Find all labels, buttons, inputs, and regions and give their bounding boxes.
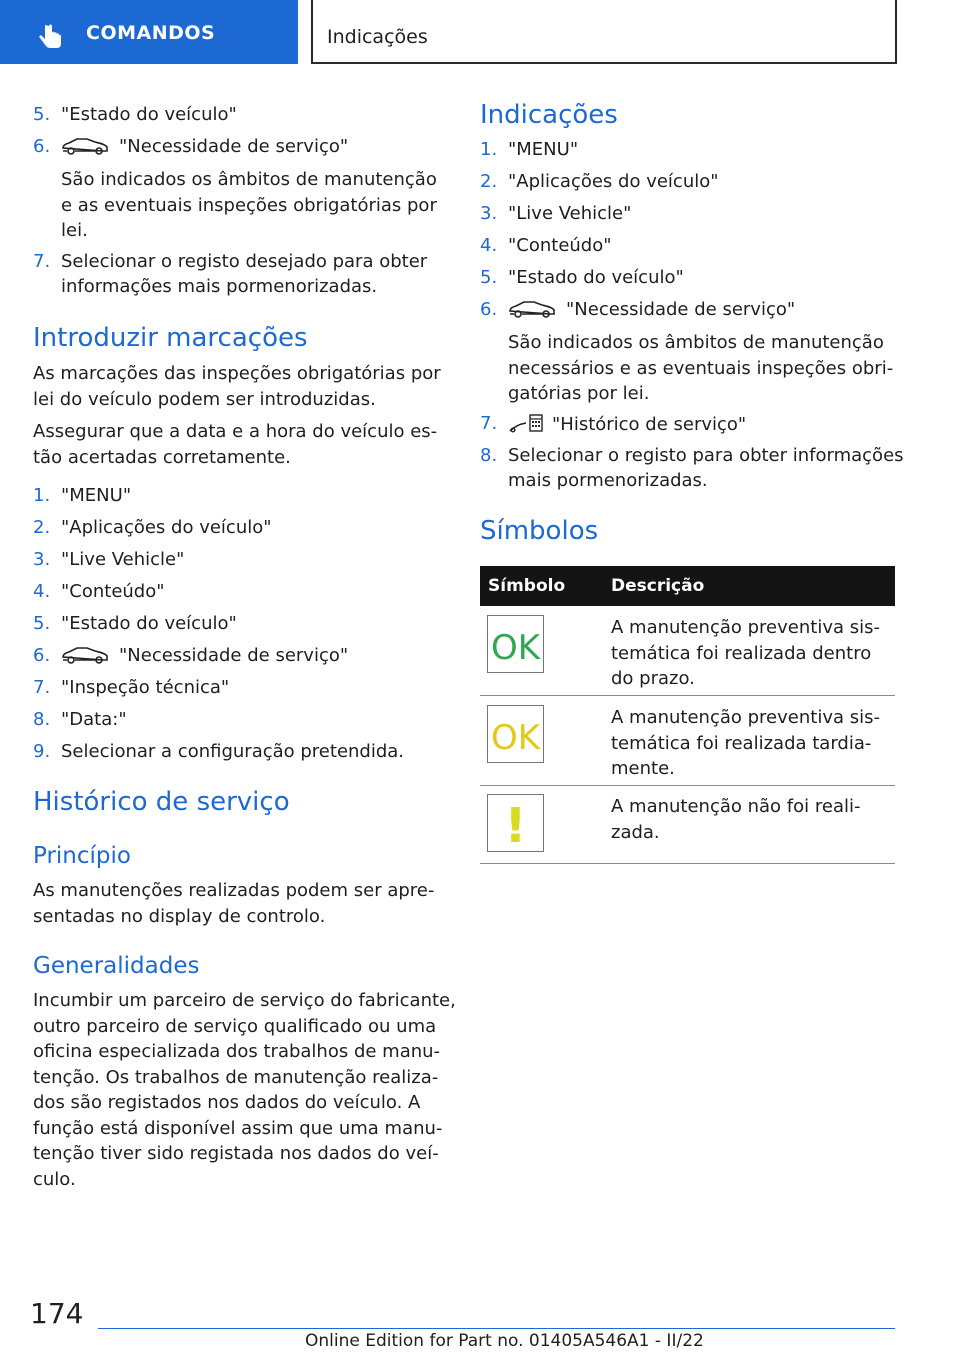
paragraph-line: culo. xyxy=(33,1168,76,1190)
list-text: "Estado do veículo" xyxy=(508,267,684,288)
list-text: mais pormenorizadas. xyxy=(508,470,708,491)
note-line: gatórias por lei. xyxy=(508,383,650,404)
list-text: "Aplicações do veículo" xyxy=(508,171,719,192)
heading-historico: Histórico de serviço xyxy=(33,787,290,817)
column-header-description: Descrição xyxy=(611,576,705,596)
list-text: "Necessidade de serviço" xyxy=(119,136,349,157)
list-number: 7. xyxy=(33,251,51,272)
paragraph-line: lei do veículo podem ser introduzidas. xyxy=(33,388,376,410)
list-number: 3. xyxy=(480,203,498,224)
list-text: "Live Vehicle" xyxy=(61,549,185,570)
description-line: temática foi realizada dentro xyxy=(611,642,872,664)
description-line: A manutenção preventiva sis- xyxy=(611,707,880,728)
list-number: 7. xyxy=(33,677,51,698)
paragraph-line: outro parceiro de serviço qualificado ou uma xyxy=(33,1015,437,1037)
note-line: e as eventuais inspeções obrigatórias por xyxy=(61,194,437,216)
list-number: 7. xyxy=(480,413,498,434)
list-text: "Estado do veículo" xyxy=(61,104,237,125)
symbol-description xyxy=(611,794,860,845)
list-number: 2. xyxy=(480,171,498,192)
heading-generalidades: Generalidades xyxy=(33,953,200,979)
hand-pointer-icon xyxy=(36,22,66,52)
paragraph xyxy=(33,878,434,929)
description-line: A manutenção não foi reali- xyxy=(611,796,861,817)
note-line: São indicados os âmbitos de manutenção xyxy=(508,332,884,353)
paragraph-line: dos são registados nos dados do veículo. A xyxy=(33,1092,421,1113)
list-number: 8. xyxy=(33,709,51,730)
paragraph-line: As manutenções realizadas podem ser apre- xyxy=(33,880,435,901)
table-row xyxy=(480,786,895,864)
list-text: "Necessidade de serviço" xyxy=(566,299,796,320)
heading-indicacoes: Indicações xyxy=(480,100,618,130)
paragraph-line: oficina especializada dos trabalhos de manu- xyxy=(33,1041,441,1062)
list-number: 5. xyxy=(33,104,51,125)
paragraph-line: sentadas no display de controlo. xyxy=(33,905,326,927)
symbol-text: OK xyxy=(490,628,541,668)
paragraph-line: função está disponível assim que uma manu- xyxy=(33,1117,443,1139)
heading-simbolos: Símbolos xyxy=(480,516,599,546)
list-number: 9. xyxy=(33,741,51,762)
paragraph-line: Assegurar que a data e a hora do veículo es- xyxy=(33,421,438,442)
column-header-symbol: Símbolo xyxy=(488,576,566,596)
symbol-description xyxy=(611,705,880,782)
list-text: "Conteúdo" xyxy=(508,235,612,256)
list-number: 8. xyxy=(480,445,498,466)
paragraph-line: tão acertadas corretamente. xyxy=(33,446,291,468)
car-service-icon xyxy=(61,646,109,664)
description-line: temática foi realizada tardia- xyxy=(611,732,872,754)
heading-principio: Princípio xyxy=(33,843,131,869)
list-note xyxy=(508,330,893,407)
chapter-label: Indicações xyxy=(327,26,428,48)
list-text: informações mais pormenorizadas. xyxy=(61,276,378,297)
list-number: 5. xyxy=(480,267,498,288)
list-text: "Necessidade de serviço" xyxy=(119,645,349,666)
paragraph-line: As marcações das inspeções obrigatórias por xyxy=(33,363,441,384)
footer-divider xyxy=(98,1328,895,1329)
table-row xyxy=(480,606,895,696)
ok-yellow-icon xyxy=(487,705,544,763)
description-line: A manutenção preventiva sis- xyxy=(611,617,880,638)
paragraph-line: tenção tiver sido registada nos dados do veí- xyxy=(33,1143,439,1164)
list-number: 6. xyxy=(33,645,51,666)
section-label: COMANDOS xyxy=(86,22,216,44)
description-line: zada. xyxy=(611,821,660,843)
car-service-icon xyxy=(508,300,556,318)
list-text: "Data:" xyxy=(61,709,127,730)
note-line: necessários e as eventuais inspeções obri- xyxy=(508,357,894,379)
list-text: "MENU" xyxy=(61,485,132,506)
footer-edition: Online Edition for Part no. 01405A546A1 - II/22 xyxy=(305,1331,704,1351)
description-line: do prazo. xyxy=(611,668,695,689)
list-number: 5. xyxy=(33,613,51,634)
heading-introduzir: Introduzir marcações xyxy=(33,323,308,353)
table-row xyxy=(480,696,895,786)
chapter-header xyxy=(311,0,897,64)
list-number: 6. xyxy=(480,299,498,320)
list-number: 4. xyxy=(33,581,51,602)
service-history-icon xyxy=(508,411,544,435)
symbol-text: ! xyxy=(504,798,527,851)
list-text: "Estado do veículo" xyxy=(61,613,237,634)
list-number: 6. xyxy=(33,136,51,157)
table-header xyxy=(480,566,895,606)
section-tab[interactable] xyxy=(0,0,298,64)
list-number: 1. xyxy=(33,485,51,506)
list-text: "Aplicações do veículo" xyxy=(61,517,272,538)
description-line: mente. xyxy=(611,758,675,779)
ok-green-icon xyxy=(487,615,544,673)
symbol-text: OK xyxy=(490,718,541,758)
paragraph xyxy=(33,988,456,1192)
paragraph-line: tenção. Os trabalhos de manutenção realiza- xyxy=(33,1066,439,1088)
paragraph-line: Incumbir um parceiro de serviço do fabricante, xyxy=(33,990,456,1011)
list-text: Selecionar o registo desejado para obter xyxy=(61,251,428,272)
paragraph xyxy=(33,361,441,412)
list-text: Selecionar a configuração pretendida. xyxy=(61,741,405,762)
page-number: 174 xyxy=(30,1297,84,1330)
list-text: Selecionar o registo para obter informações xyxy=(508,445,904,466)
list-text: "Histórico de serviço" xyxy=(552,414,747,435)
list-number: 2. xyxy=(33,517,51,538)
list-text: "Conteúdo" xyxy=(61,581,165,602)
note-line: São indicados os âmbitos de manutenção xyxy=(61,169,437,190)
list-number: 4. xyxy=(480,235,498,256)
exclamation-icon xyxy=(487,794,544,852)
list-text: "Inspeção técnica" xyxy=(61,677,230,698)
list-note xyxy=(61,167,437,244)
list-number: 3. xyxy=(33,549,51,570)
list-number: 1. xyxy=(480,139,498,160)
note-line: lei. xyxy=(61,220,88,241)
symbol-description xyxy=(611,615,880,692)
list-text: "Live Vehicle" xyxy=(508,203,632,224)
paragraph xyxy=(33,419,437,470)
list-text: "MENU" xyxy=(508,139,579,160)
car-service-icon xyxy=(61,137,109,155)
